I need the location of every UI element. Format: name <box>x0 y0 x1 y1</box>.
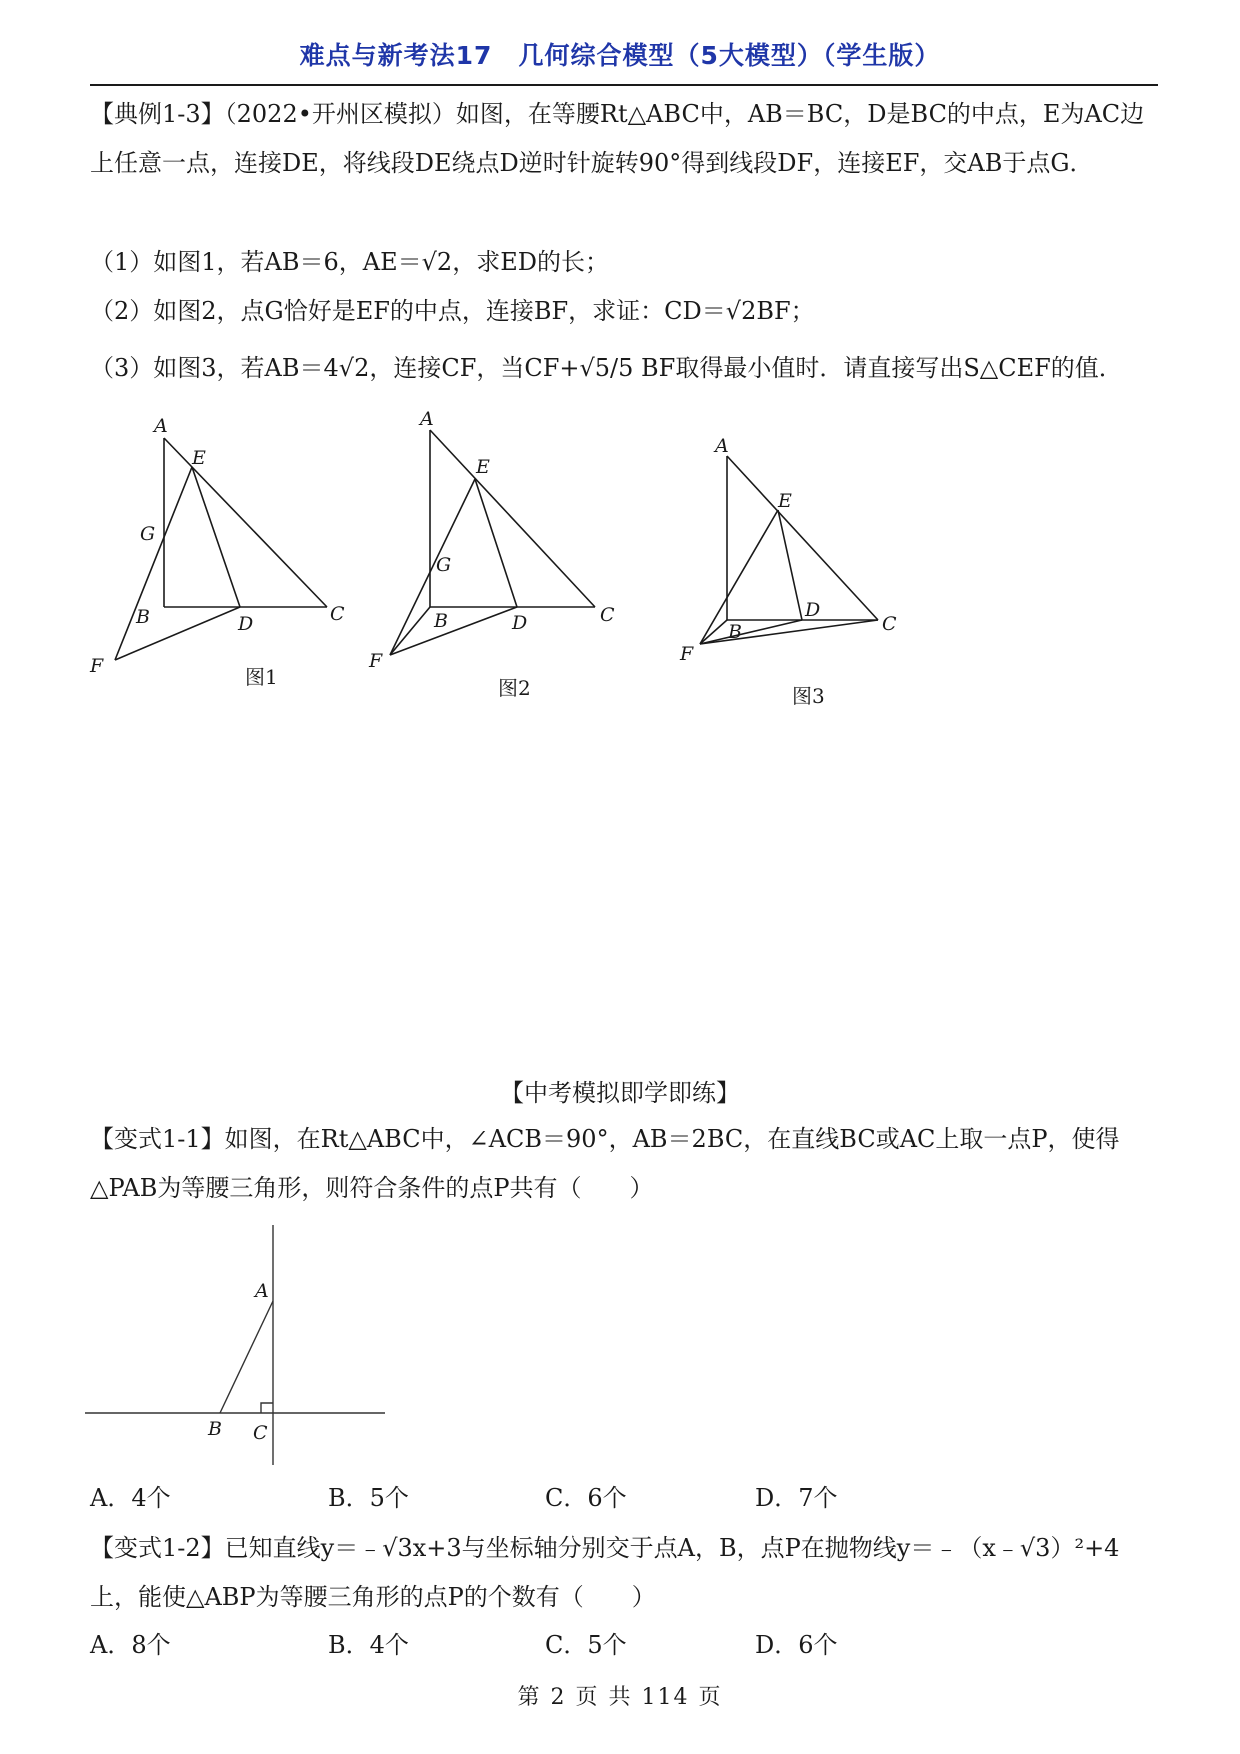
example-question-3: （3）如图3，若AB＝4√2，连接CF，当CF+√5/5 BF取得最小值时．请直接写出S△CEF的值． <box>90 354 1123 382</box>
label-c: C <box>330 603 345 625</box>
figure-2-caption: 图2 <box>498 676 531 700</box>
label-a: A <box>420 408 434 430</box>
right-angle-mark <box>261 1403 273 1413</box>
label-d: D <box>238 613 254 635</box>
example-stem: 【典例1-3】（2022•开州区模拟）如图，在等腰Rt△ABC中，AB＝BC，D是BC的中点，E为AC边上任意一点，连接DE，将线段DE绕点D逆时针旋转90°得到线段DF，连接EF，交AB于点G． <box>90 100 1145 177</box>
variant-1-figure <box>85 1225 405 1470</box>
variant-2-option-b: B．4个 <box>328 1631 409 1659</box>
label-g: G <box>436 554 452 576</box>
variant-1-option-d: D．7个 <box>755 1484 838 1512</box>
variant-1-option-b: B．5个 <box>328 1484 409 1512</box>
page-footer: 第 2 页 共 114 页 <box>517 1685 723 1710</box>
segment-ed <box>475 479 517 607</box>
segment-ed <box>192 467 240 607</box>
page-header-title: 难点与新考法17 几何综合模型（5大模型）（学生版） <box>299 41 941 70</box>
label-b: B <box>136 606 150 628</box>
label-c: C <box>253 1422 268 1444</box>
figure-2 <box>360 405 650 705</box>
label-g: G <box>140 523 156 545</box>
header-rule <box>90 84 1158 86</box>
variant-1-option-a: A．4个 <box>90 1484 171 1512</box>
variant-1-option-c: C．6个 <box>545 1484 627 1512</box>
label-b: B <box>434 610 448 632</box>
figure-3-caption: 图3 <box>792 684 825 708</box>
segment-ac <box>164 438 327 607</box>
segment-ed <box>778 510 802 620</box>
label-f: F <box>90 655 104 677</box>
label-b: B <box>208 1418 222 1440</box>
label-a: A <box>255 1280 269 1302</box>
label-a: A <box>715 435 729 457</box>
label-b: B <box>728 621 742 643</box>
variant-2-option-d: D．6个 <box>755 1631 838 1659</box>
segment-ac <box>727 456 878 620</box>
variant-1-stem: 【变式1-1】如图，在Rt△ABC中，∠ACB＝90°，AB＝2BC，在直线BC或AC上取一点P，使得△PAB为等腰三角形，则符合条件的点P共有（ ） <box>90 1125 1120 1202</box>
variant-2-option-c: C．5个 <box>545 1631 627 1659</box>
label-f: F <box>680 643 694 665</box>
label-d: D <box>805 599 821 621</box>
variant-2-stem: 【变式1-2】已知直线y＝﹣√3x+3与坐标轴分别交于点A，B，点P在抛物线y＝﹣（x﹣√3）²+4上，能使△ABP为等腰三角形的点P的个数有（ ） <box>90 1534 1120 1611</box>
figure-1-caption: 图1 <box>245 665 278 689</box>
variant-2-option-a: A．8个 <box>90 1631 171 1659</box>
label-a: A <box>154 415 168 437</box>
label-c: C <box>600 604 615 626</box>
segment-ef <box>390 479 475 655</box>
example-question-1: （1）如图1，若AB＝6，AE＝√2，求ED的长； <box>90 248 609 276</box>
label-e: E <box>192 447 206 469</box>
example-question-2: （2）如图2，点G恰好是EF的中点，连接BF，求证：CD＝√2BF； <box>90 297 815 325</box>
segment-ac <box>430 430 595 607</box>
label-f: F <box>369 650 383 672</box>
segment-ab <box>220 1301 273 1413</box>
label-d: D <box>512 612 528 634</box>
label-e: E <box>778 490 792 512</box>
label-c: C <box>882 613 897 635</box>
figure-3 <box>660 420 920 720</box>
figure-1 <box>80 410 370 700</box>
segment-ef <box>115 467 192 660</box>
section-title: 【中考模拟即学即练】 <box>500 1079 740 1107</box>
label-e: E <box>476 456 490 478</box>
